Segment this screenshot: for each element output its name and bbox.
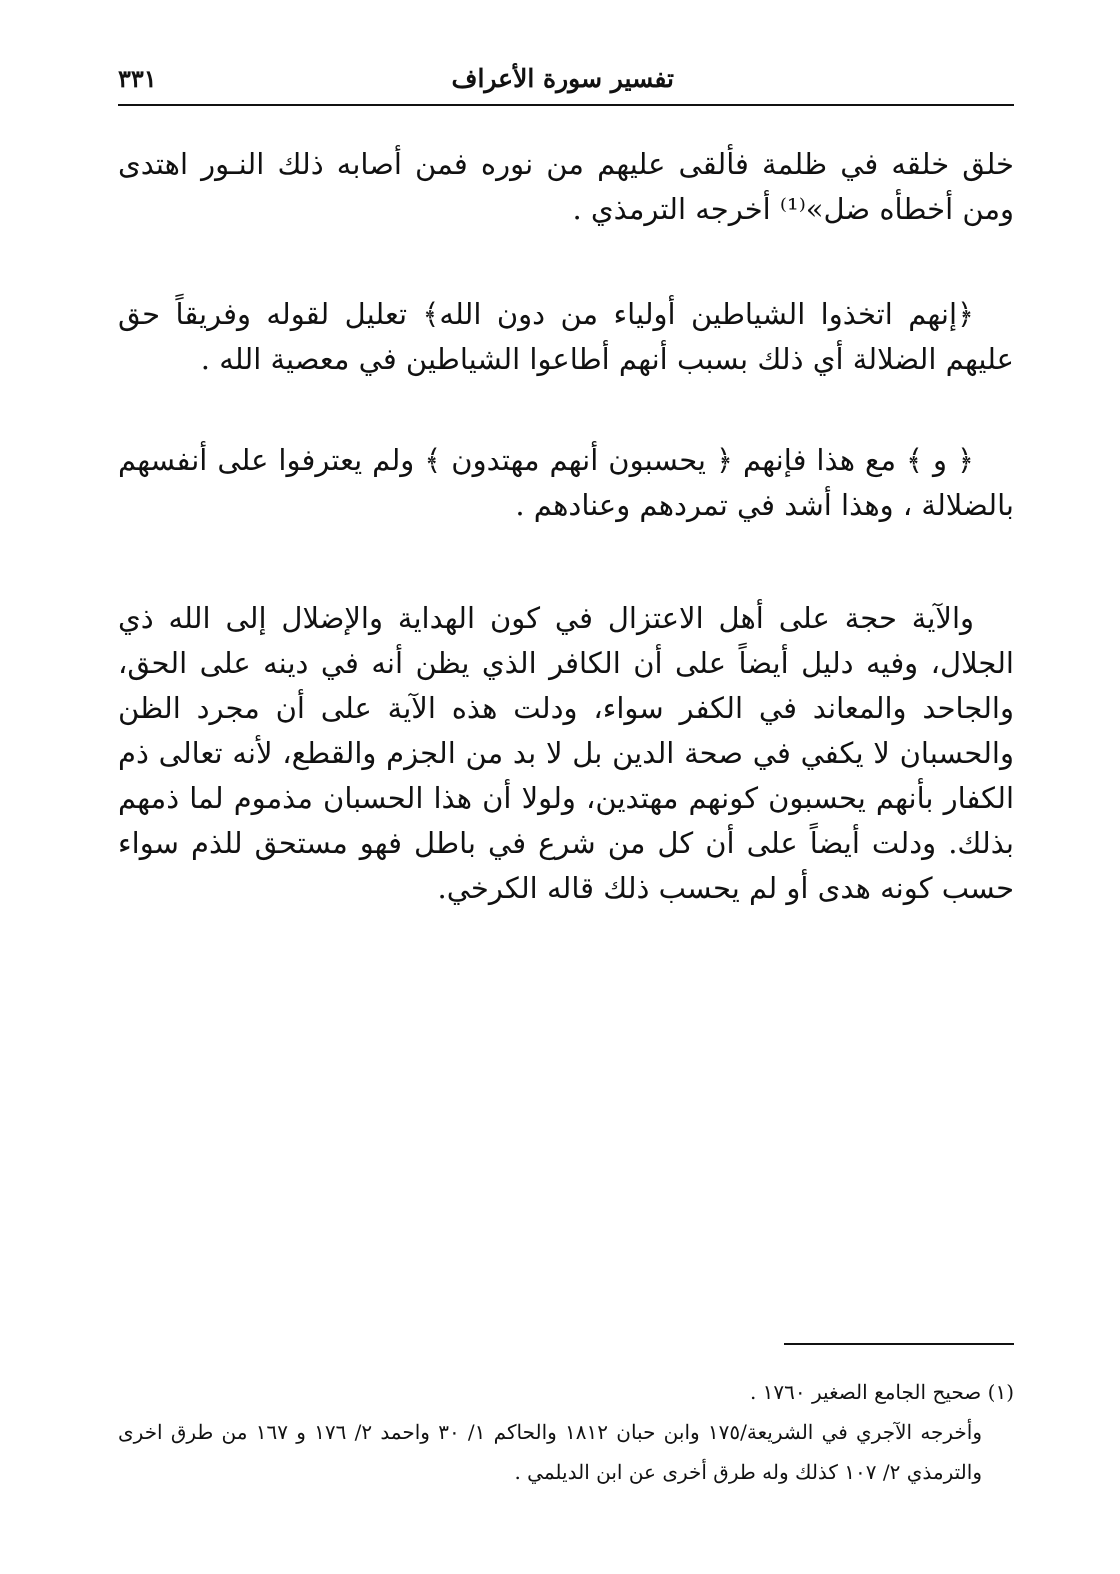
body-text — [118, 142, 1014, 911]
footnote-1: (١) صحيح الجامع الصغير ١٧٦٠ . — [749, 1380, 1014, 1404]
paragraph-4: والآية حجة على أهل الاعتزال في كون الهداية والإضلال إلى الله ذي الجلال، وفيه دليل أيضاً على أن الكافر الذي يظن أنه في دينه على الحق، والجاحد والمعاند في الكفر سواء، ودلت هذه الآية على أن مجرد الظن والحسبان لا يكفي في صحة الدين بل لا بد من الجزم والقطع، لأنه تعالى ذم الكفار بأنهم يحسبون كونهم مهتدين، ولولا أن هذا الحسبان مذموم لما ذمهم بذلك. ودلت أيضاً على أن كل من شرع في باطل فهو مستحق للذم سواء حسب كونه هدى أو لم يحسب ذلك قاله الكرخي. — [118, 601, 1014, 905]
paragraph-1: خلق خلقه في ظلمة فألقى عليهم من نوره فمن أصابه ذلك النـور اهتدى ومن أخطأه ضل»⁽¹⁾ أخرجه الترمذي . — [118, 147, 1014, 226]
footnotes — [118, 1372, 1014, 1492]
footnote-divider — [784, 1343, 1014, 1345]
page-number: ٣٣١ — [118, 64, 157, 93]
page-header — [118, 62, 1014, 106]
paragraph-2: ﴿إنهم اتخذوا الشياطين أولياء من دون الله﴾ تعليل لقوله وفريقاً حق عليهم الضلالة أي ذلك بسبب أنهم أطاعوا الشياطين في معصية الله . — [118, 297, 1014, 376]
running-title: تفسير سورة الأعراف — [451, 64, 674, 93]
footnote-1-continuation: وأخرجه الآجري في الشريعة/١٧٥ وابن حبان ١٨١٢ والحاكم ١/ ٣٠ واحمد ٢/ ١٧٦ و ١٦٧ من طرق اخرى والترمذي ٢/ ١٠٧ كذلك وله طرق أخرى عن ابن الديلمي . — [118, 1420, 983, 1484]
paragraph-3: ﴿ و ﴾ مع هذا فإنهم ﴿ يحسبون أنهم مهتدون ﴾ ولم يعترفوا على أنفسهم بالضلالة ، وهذا أشد في تمردهم وعنادهم . — [118, 443, 1014, 522]
